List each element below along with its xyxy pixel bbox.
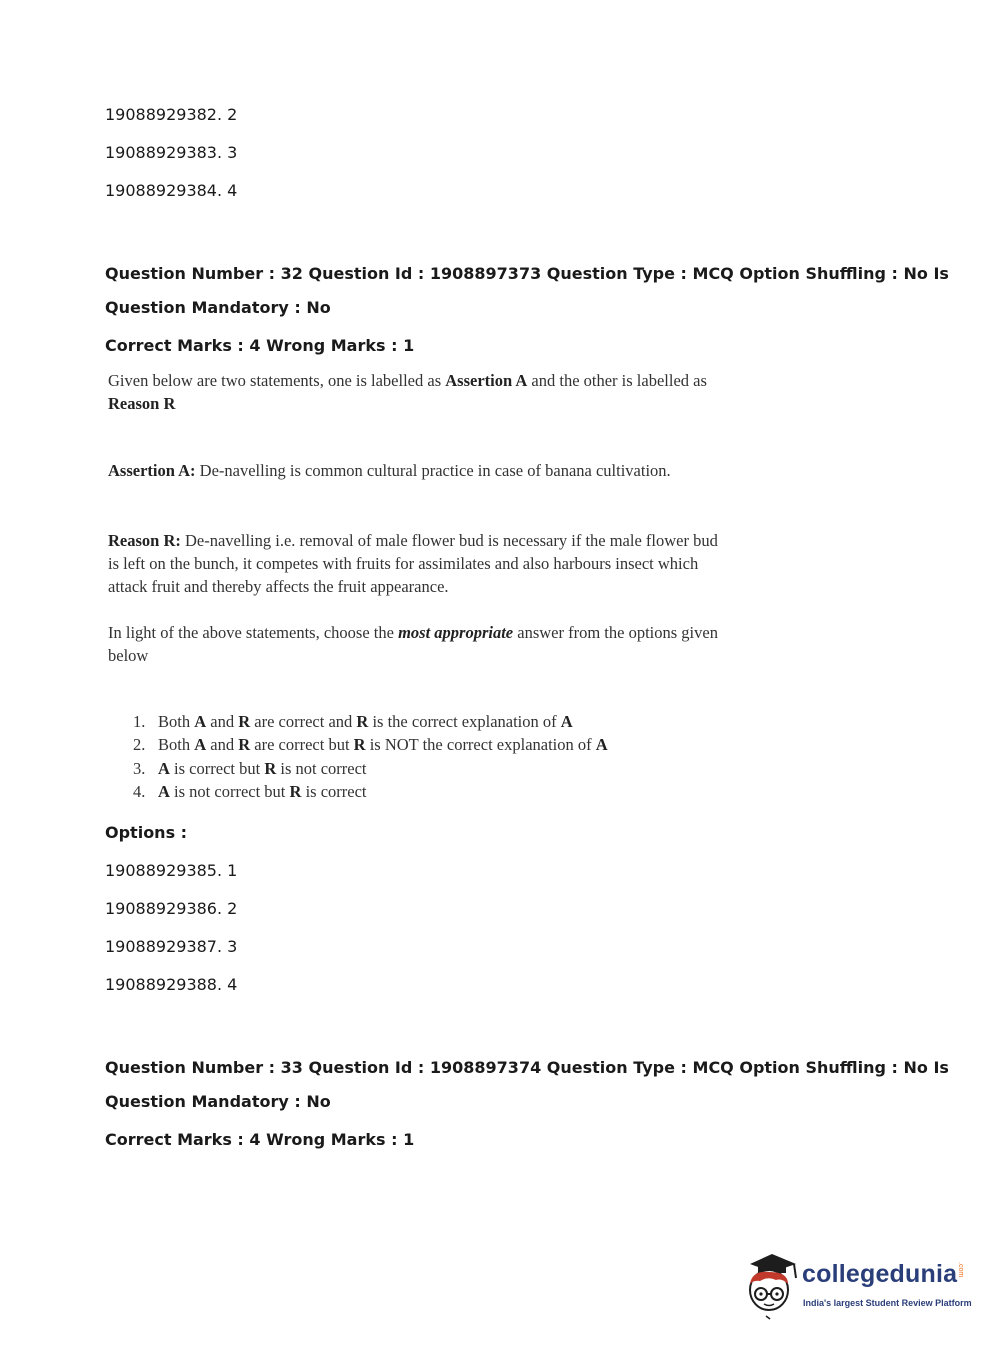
choice-text: is correct but: [169, 758, 265, 778]
choice-bold: A: [194, 735, 207, 755]
reason-text: De-navelling i.e. removal of male flower bud is necessary if the male flower bud: [180, 531, 718, 550]
choice-bold: A: [158, 758, 170, 778]
choice-bold: R: [264, 758, 277, 778]
option-item: 19088929385. 1: [105, 861, 238, 880]
choice-text: and: [206, 712, 239, 731]
choice-bold: A: [560, 712, 573, 731]
intro-text: and the other is labelled as: [527, 371, 707, 390]
question-header: Question Number : 32 Question Id : 1908897373 Question Type : MCQ Option Shuffling : No Is: [105, 264, 949, 283]
choice-number: 4.: [133, 781, 146, 801]
option-item: 19088929386. 2: [105, 899, 238, 918]
choice-list: [133, 710, 608, 803]
question-marks: Correct Marks : 4 Wrong Marks : 1: [105, 336, 415, 355]
question-intro: [108, 369, 707, 415]
choice-bold: A: [194, 712, 207, 731]
choice-number: 1.: [133, 712, 146, 731]
choice-text: and: [206, 735, 239, 755]
mascot-icon: [742, 1250, 802, 1322]
choice-number: 2.: [133, 735, 146, 755]
option-item: 19088929388. 4: [105, 975, 238, 994]
option-item: 19088929382. 2: [105, 105, 238, 124]
choice-text: Both: [158, 712, 195, 731]
reason-text: attack fruit and thereby affects the fruit appearance.: [108, 577, 449, 596]
choice-bold: R: [238, 735, 251, 755]
logo-suffix: .com: [957, 1262, 964, 1278]
instruction-text: answer from the options given: [513, 623, 718, 642]
collegedunia-logo: [742, 1250, 972, 1322]
instruction: [108, 621, 718, 667]
choice-bold: R: [353, 735, 366, 755]
choice-bold: R: [238, 712, 251, 731]
choice-item: [133, 780, 608, 803]
question-marks: Correct Marks : 4 Wrong Marks : 1: [105, 1130, 415, 1149]
reason-text: is left on the bunch, it competes with fruits for assimilates and also harbours insect which: [108, 554, 699, 573]
instruction-emphasis: most appropriate: [398, 623, 514, 642]
choice-bold: A: [595, 735, 608, 755]
choice-item: [133, 757, 608, 780]
choice-text: is correct: [301, 781, 367, 801]
question-mandatory: Question Mandatory : No: [105, 298, 331, 317]
choice-text: is NOT the correct explanation of: [365, 735, 596, 755]
option-item: 19088929383. 3: [105, 143, 238, 162]
reason-label: Reason R:: [108, 531, 181, 550]
assertion-label: Assertion A:: [108, 461, 196, 480]
logo-tagline: India's largest Student Review Platform: [803, 1298, 972, 1308]
intro-text: Given below are two statements, one is labelled as: [108, 371, 446, 390]
intro-bold: Reason R: [108, 394, 176, 413]
assertion: [108, 461, 671, 481]
assertion-text: De-navelling is common cultural practice in case of banana cultivation.: [195, 461, 671, 480]
choice-bold: R: [356, 712, 369, 731]
options-label: Options :: [105, 823, 188, 842]
choice-text: Both: [158, 735, 195, 755]
choice-bold: R: [289, 781, 302, 801]
choice-item: [133, 710, 608, 733]
choice-text: is not correct but: [169, 781, 290, 801]
choice-number: 3.: [133, 758, 146, 778]
choice-text: is the correct explanation of: [368, 712, 561, 731]
reason: [108, 529, 718, 598]
choice-text: are correct but: [250, 735, 354, 755]
option-item: 19088929387. 3: [105, 937, 238, 956]
instruction-text: In light of the above statements, choose the: [108, 623, 399, 642]
instruction-text: below: [108, 646, 149, 665]
choice-bold: A: [158, 781, 170, 801]
choice-text: is not correct: [276, 758, 367, 778]
question-header: Question Number : 33 Question Id : 1908897374 Question Type : MCQ Option Shuffling : No Is: [105, 1058, 949, 1077]
choice-text: are correct and: [250, 712, 357, 731]
logo-name: collegedunia: [802, 1260, 958, 1288]
option-item: 19088929384. 4: [105, 181, 238, 200]
intro-bold: Assertion A: [445, 371, 528, 390]
choice-item: [133, 733, 608, 756]
question-mandatory: Question Mandatory : No: [105, 1092, 331, 1111]
